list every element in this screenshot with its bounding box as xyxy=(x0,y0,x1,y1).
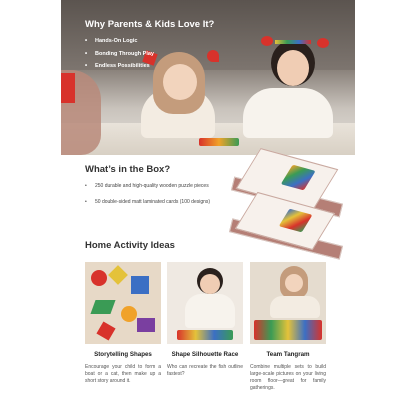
box-section-title: What’s in the Box? xyxy=(85,164,171,175)
activity-photo-storytelling xyxy=(85,262,161,344)
bullet-icon: • xyxy=(85,38,88,44)
red-piece-hair-left xyxy=(261,36,273,46)
box-art-shapes xyxy=(279,209,313,233)
bullet-icon: • xyxy=(85,63,88,69)
hero-title: Why Parents & Kids Love It? xyxy=(85,19,215,30)
box-item: • 250 durable and high-quality wooden puzzle pieces xyxy=(85,183,209,189)
bullet-icon: • xyxy=(85,50,88,57)
activity-description: Encourage your child to form a boat or a cat, then make up a short story around it. xyxy=(85,364,161,384)
activity-title: Storytelling Shapes xyxy=(94,351,152,358)
shape-pieces xyxy=(90,300,115,314)
shape-pieces xyxy=(131,276,149,294)
table-pieces xyxy=(199,138,239,146)
shape-pieces xyxy=(96,321,115,340)
child-two-face xyxy=(277,50,309,86)
hero-photo xyxy=(61,0,355,155)
hero-bullet: • Endless Possibilities xyxy=(85,63,150,69)
bullet-icon: • xyxy=(85,183,87,189)
activity-photo-silhouette xyxy=(167,262,243,344)
hero-bullet-list xyxy=(85,38,154,76)
shape-pieces xyxy=(91,270,107,286)
child-figure xyxy=(270,296,320,318)
shape-pieces xyxy=(121,306,137,322)
activity-title: Team Tangram xyxy=(266,351,310,358)
box-art-shapes xyxy=(281,165,316,191)
shape-pieces xyxy=(137,318,155,332)
hero-bullet: • Hands-On Logic xyxy=(85,38,138,44)
bullet-icon: • xyxy=(85,199,87,205)
headband-pieces xyxy=(275,40,311,44)
child-figure xyxy=(285,274,303,292)
box-item: • 50 double-sided matt laminated cards (100 designs) xyxy=(85,199,211,205)
child-two-body xyxy=(243,88,333,138)
activity-description: Combine multiple sets to build large-scale pictures on your living room floor—great for family gatherings. xyxy=(250,364,326,391)
home-section-title: Home Activity Ideas xyxy=(85,240,175,251)
child-figure xyxy=(185,294,235,328)
child-figure xyxy=(200,274,220,294)
shape-pieces xyxy=(177,330,233,340)
box-contents-list xyxy=(85,183,215,215)
red-puzzle-piece xyxy=(61,73,75,103)
shape-pieces xyxy=(254,320,322,340)
product-flyer xyxy=(61,0,355,416)
red-piece-right xyxy=(207,50,219,62)
activity-description: Who can recreate the fish outline fastest? xyxy=(167,364,243,377)
child-one-face xyxy=(163,64,197,100)
hero-bullet: • Bonding Through Play xyxy=(85,50,154,57)
red-piece-hair-right xyxy=(317,38,329,48)
activity-photo-team xyxy=(250,262,326,344)
product-boxes-image xyxy=(221,150,355,255)
shape-pieces xyxy=(108,265,128,285)
activity-title: Shape Silhouette Race xyxy=(171,351,239,358)
